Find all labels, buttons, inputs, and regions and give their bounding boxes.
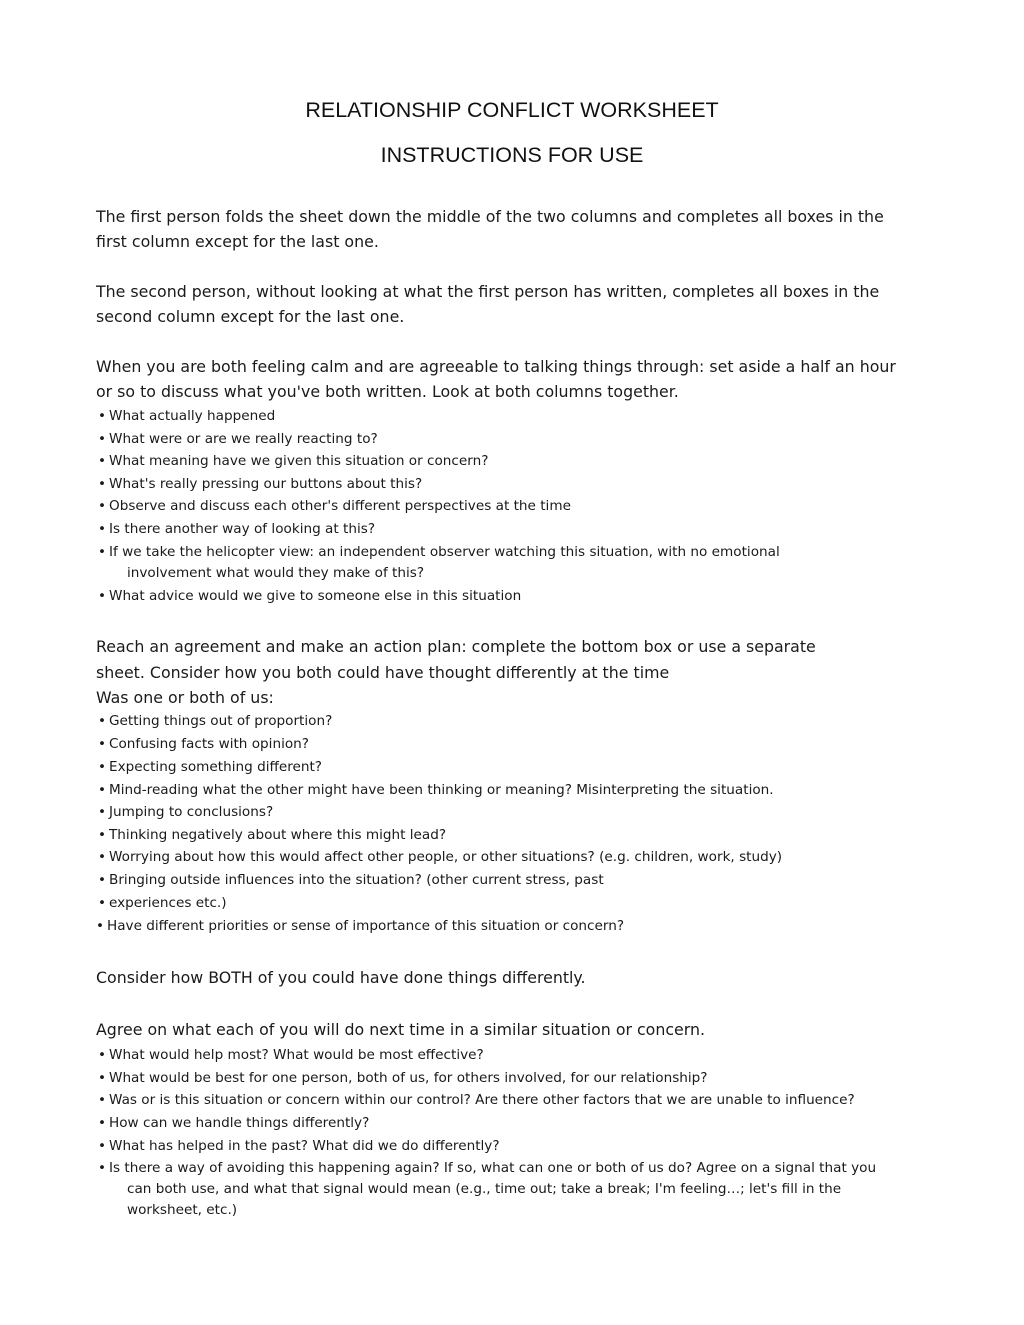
bullet-icon: • <box>98 736 107 752</box>
list-item-continuation: worksheet, etc.) <box>127 1202 238 1218</box>
paragraph-discuss <box>96 355 926 404</box>
bullet-icon: • <box>98 827 107 843</box>
list-item: • Observe and discuss each other's different perspectives at the time <box>98 496 571 517</box>
list-item: • If we take the helicopter view: an independent observer watching this situation, with no emotional <box>98 542 780 563</box>
paragraph-line: or so to discuss what you've both written. Look at both columns together. <box>96 381 679 401</box>
list-item: • What actually happened <box>98 406 275 427</box>
list-item-continuation: involvement what would they make of this? <box>127 565 425 581</box>
paragraph-line: Was one or both of us: <box>96 688 274 707</box>
paragraph-line: second column except for the last one. <box>96 306 405 326</box>
bullet-icon: • <box>98 804 107 820</box>
paragraph-both-differently: Consider how BOTH of you could have done things differently. <box>96 968 586 987</box>
bullet-icon: • <box>98 1092 107 1108</box>
list-item: • Expecting something different? <box>98 757 322 778</box>
bullet-icon: • <box>98 1047 107 1063</box>
bullet-icon: • <box>98 872 107 888</box>
list-item: • Jumping to conclusions? <box>98 802 273 823</box>
paragraph-agreement <box>96 634 926 711</box>
bullet-icon: • <box>98 1115 107 1131</box>
paragraph-second-person <box>96 280 926 329</box>
list-item: • Thinking negatively about where this might lead? <box>98 825 446 846</box>
list-item-continuation: can both use, and what that signal would mean (e.g., time out; take a break; I'm feeling…; let's fill in the <box>127 1181 842 1197</box>
bullet-icon: • <box>98 476 107 492</box>
page-title: RELATIONSHIP CONFLICT WORKSHEET <box>305 98 719 122</box>
bullet-icon: • <box>96 918 105 934</box>
list-item: • What would help most? What would be most effective? <box>98 1045 484 1066</box>
bullet-icon: • <box>98 1138 107 1154</box>
paragraph-first-person <box>96 205 926 254</box>
list-item: • What's really pressing our buttons about this? <box>98 474 422 495</box>
list-item: • What has helped in the past? What did we do differently? <box>98 1136 500 1157</box>
list-item: • How can we handle things differently? <box>98 1113 369 1134</box>
list-item: • Confusing facts with opinion? <box>98 734 309 755</box>
page-subtitle: INSTRUCTIONS FOR USE <box>380 143 644 167</box>
paragraph-line: The second person, without looking at what the first person has written, completes all boxes in the <box>96 282 880 301</box>
list-item: • What advice would we give to someone else in this situation <box>98 586 521 607</box>
list-item: • What meaning have we given this situation or concern? <box>98 451 488 472</box>
paragraph-line: Reach an agreement and make an action plan: complete the bottom box or use a separate <box>96 637 816 656</box>
list-item: • Getting things out of proportion? <box>98 711 332 732</box>
bullet-icon: • <box>98 521 107 537</box>
list-item: • Worrying about how this would affect other people, or other situations? (e.g. children, work, study) <box>98 847 782 868</box>
list-item: • Is there another way of looking at this? <box>98 519 375 540</box>
bullet-icon: • <box>98 431 107 447</box>
paragraph-line: sheet. Consider how you both could have thought differently at the time <box>96 662 670 682</box>
bullet-icon: • <box>98 544 107 560</box>
bullet-icon: • <box>98 895 107 911</box>
list-item: • What were or are we really reacting to? <box>98 429 378 450</box>
paragraph-line: The first person folds the sheet down the middle of the two columns and completes all boxes in the <box>96 207 884 226</box>
list-item: • What would be best for one person, both of us, for others involved, for our relationship? <box>98 1068 708 1089</box>
list-item: • Was or is this situation or concern within our control? Are there other factors that we are unable to influence? <box>98 1090 855 1111</box>
bullet-icon: • <box>98 498 107 514</box>
list-item: • Have different priorities or sense of importance of this situation or concern? <box>96 916 624 937</box>
paragraph-line: first column except for the last one. <box>96 231 379 251</box>
list-item: • Mind-reading what the other might have been thinking or meaning? Misinterpreting the situation. <box>98 780 774 801</box>
bullet-icon: • <box>98 1070 107 1086</box>
bullet-icon: • <box>98 1160 107 1176</box>
bullet-icon: • <box>98 713 107 729</box>
bullet-icon: • <box>98 408 107 424</box>
list-item: • Bringing outside influences into the situation? (other current stress, past <box>98 870 604 891</box>
bullet-icon: • <box>98 782 107 798</box>
paragraph-next-time: Agree on what each of you will do next time in a similar situation or concern. <box>96 1020 706 1039</box>
bullet-icon: • <box>98 453 107 469</box>
bullet-icon: • <box>98 588 107 604</box>
bullet-icon: • <box>98 759 107 775</box>
paragraph-line: When you are both feeling calm and are agreeable to talking things through: set aside a half an hour <box>96 357 896 376</box>
list-item: • experiences etc.) <box>98 893 227 914</box>
list-item: • Is there a way of avoiding this happening again? If so, what can one or both of us do? Agree on a signal that you <box>98 1158 876 1179</box>
bullet-icon: • <box>98 849 107 865</box>
